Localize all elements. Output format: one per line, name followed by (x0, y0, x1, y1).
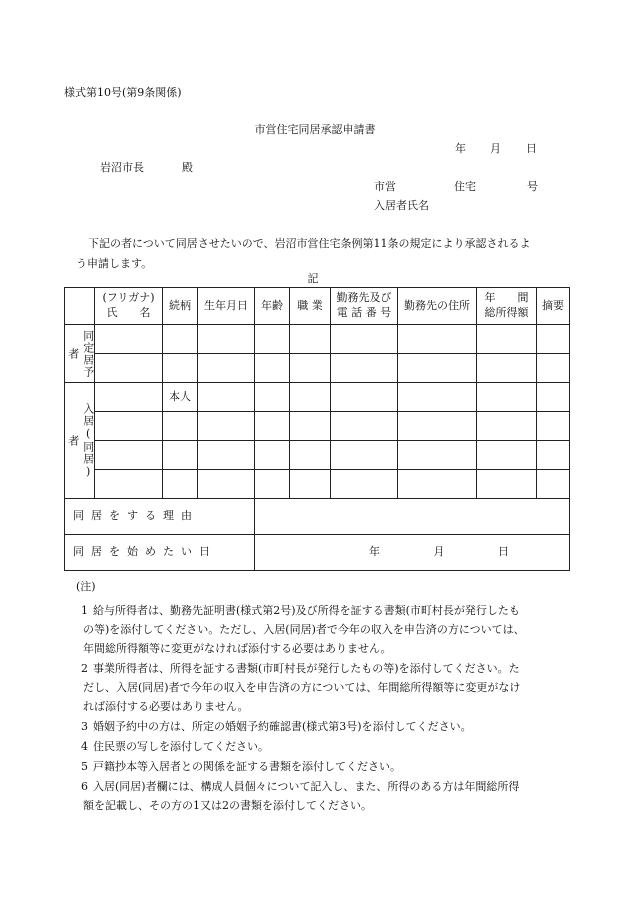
age-cell[interactable] (255, 383, 290, 412)
workplace-phone-header (331, 288, 398, 325)
notes-list (64, 601, 574, 815)
remarks-header: 摘要 (537, 288, 570, 325)
note-line: 戸籍抄本等入居者との関係を証する書類を添付してください。 (93, 760, 401, 773)
relation-cell[interactable] (163, 470, 198, 499)
note-line: 事業所得者は、所得を証する書類(市町村長が発行したもの等)を添付してください。た (93, 662, 520, 675)
table-row (65, 383, 570, 412)
date-year-label: 年 (455, 142, 466, 155)
note-item (64, 601, 574, 658)
income-header (477, 288, 537, 325)
birthdate-cell[interactable] (198, 470, 255, 499)
birthdate-cell[interactable] (198, 325, 255, 354)
age-header: 年齢 (255, 288, 290, 325)
header-name-cell (95, 288, 163, 325)
income-cell[interactable] (477, 412, 537, 441)
group1-label: 同定居予者 (66, 329, 95, 378)
age-cell[interactable] (255, 441, 290, 470)
intro-line-1: 下記の者について同居させたいので、岩沼市営住宅条例第11条の規定により承認されるよ (88, 237, 531, 250)
note-item (64, 757, 574, 776)
birthdate-header: 生年月日 (198, 288, 255, 325)
address-number-label: 号 (527, 180, 538, 193)
workplace-address-cell[interactable] (398, 412, 477, 441)
note-item (64, 777, 574, 815)
start-month-label: 月 (433, 545, 445, 559)
table-row (65, 354, 570, 383)
table-row (65, 412, 570, 441)
addressee: 岩沼市長 (100, 161, 144, 174)
reason-input-cell[interactable] (255, 499, 570, 535)
group1-label-cell (65, 325, 95, 383)
occupation-cell[interactable] (290, 441, 331, 470)
address-housing-label: 住宅 (454, 180, 476, 193)
note-item (64, 737, 574, 756)
note-number: 4 (81, 740, 88, 753)
furigana-label: (フリガナ) (102, 291, 155, 305)
workplace-address-cell[interactable] (398, 383, 477, 412)
date-day-label: 日 (526, 142, 537, 155)
header-row (65, 288, 570, 325)
start-date-row (65, 535, 570, 571)
workplace-address-header: 勤務先の住所 (398, 288, 477, 325)
workplace-cell[interactable] (331, 354, 398, 383)
phone-label: 電 話 番 号 (336, 306, 392, 319)
remarks-cell[interactable] (537, 441, 570, 470)
remarks-cell[interactable] (537, 354, 570, 383)
date-month-label: 月 (490, 142, 501, 155)
workplace-cell[interactable] (331, 470, 398, 499)
occupation-header: 職 業 (290, 288, 331, 325)
reason-row (65, 499, 570, 535)
notes-section (64, 578, 574, 816)
note-number: 3 (81, 720, 88, 733)
intro-line-2: う申請します。 (76, 257, 153, 270)
occupation-cell[interactable] (290, 354, 331, 383)
note-item (64, 717, 574, 736)
applicant-name-label: 入居者氏名 (374, 199, 429, 212)
birthdate-cell[interactable] (198, 383, 255, 412)
relation-cell[interactable] (163, 441, 198, 470)
table-row (65, 325, 570, 354)
ki-label: 記 (307, 272, 319, 285)
note-line: 住民票の写しを添付してください。 (93, 740, 269, 753)
remarks-cell[interactable] (537, 470, 570, 499)
note-line: 入居(同居)者欄には、構成人員個々について記入し、また、所得のある方は年間総所得 (93, 780, 520, 793)
relation-cell[interactable] (163, 325, 198, 354)
notes-heading: (注) (76, 580, 96, 593)
name-cell[interactable] (95, 325, 163, 354)
form-number: 様式第10号(第9条関係) (64, 86, 182, 99)
remarks-cell[interactable] (537, 325, 570, 354)
income-cell[interactable] (477, 470, 537, 499)
name-cell[interactable] (95, 383, 163, 412)
name-cell[interactable] (95, 412, 163, 441)
note-number: 2 (81, 662, 88, 675)
start-date-label: 同居を始めたい日 (65, 535, 255, 571)
age-cell[interactable] (255, 325, 290, 354)
workplace-cell[interactable] (331, 383, 398, 412)
total-income-label: 総所得額 (484, 306, 529, 319)
remarks-cell[interactable] (537, 383, 570, 412)
note-line: 年間総所得額等に変更がなければ添付する必要はありません。 (83, 642, 392, 655)
note-item (64, 659, 574, 716)
occupation-cell[interactable] (290, 383, 331, 412)
workplace-cell[interactable] (331, 325, 398, 354)
workplace-cell[interactable] (331, 412, 398, 441)
relation-cell[interactable] (163, 412, 198, 441)
note-number: 5 (81, 760, 88, 773)
workplace-address-cell[interactable] (398, 325, 477, 354)
workplace-address-cell[interactable] (398, 441, 477, 470)
workplace-address-cell[interactable] (398, 354, 477, 383)
annual-label: 年 間 (484, 291, 529, 305)
birthdate-cell[interactable] (198, 412, 255, 441)
name-cell[interactable] (95, 441, 163, 470)
name-label: 氏 名 (106, 306, 151, 319)
start-date-input-cell[interactable] (255, 535, 570, 571)
income-cell[interactable] (477, 354, 537, 383)
start-year-label: 年 (369, 545, 380, 559)
birthdate-cell[interactable] (198, 441, 255, 470)
note-line: 給与所得者は、勤務先証明書(様式第2号)及び所得を証する書類(市町村長が発行したも (93, 604, 520, 617)
start-day-label: 日 (498, 545, 509, 559)
note-line: だし、入居(同居)者で今年の収入を申告済の方については、年間総所得額等に変更がなけ (83, 681, 521, 694)
name-cell[interactable] (95, 470, 163, 499)
age-cell[interactable] (255, 412, 290, 441)
workplace-address-cell[interactable] (398, 470, 477, 499)
age-cell[interactable] (255, 354, 290, 383)
remarks-cell[interactable] (537, 412, 570, 441)
group2-label: 入居(同居)者 (66, 402, 95, 479)
occupation-cell[interactable] (290, 325, 331, 354)
table-row (65, 441, 570, 470)
relation-cell[interactable] (163, 354, 198, 383)
income-cell[interactable] (477, 383, 537, 412)
birthdate-cell[interactable] (198, 354, 255, 383)
honorific: 殿 (182, 161, 193, 174)
group2-label-cell (65, 383, 95, 499)
age-cell[interactable] (255, 470, 290, 499)
note-number: 1 (81, 604, 88, 617)
workplace-label: 勤務先及び (336, 291, 392, 305)
note-line: 婚姻予約中の方は、所定の婚姻予約確認書(様式第3号)を添付してください。 (93, 720, 472, 733)
note-number: 6 (81, 780, 88, 793)
reason-label: 同居をする理由 (65, 499, 255, 535)
occupation-cell[interactable] (290, 412, 331, 441)
name-cell[interactable] (95, 354, 163, 383)
document-title: 市営住宅同居承認申請書 (254, 123, 376, 136)
address-city-label: 市営 (374, 180, 396, 193)
note-line: の等)を添付してください。ただし、入居(同居)者で今年の収入を申告済の方については、 (83, 623, 525, 636)
income-cell[interactable] (477, 325, 537, 354)
note-line: れば添付する必要はありません。 (83, 700, 249, 713)
header-blank-cell (65, 288, 95, 325)
table-row (65, 470, 570, 499)
income-cell[interactable] (477, 441, 537, 470)
note-line: 額を記載し、その方の1又は2の書類を添付してください。 (83, 799, 372, 812)
application-table (64, 287, 570, 571)
occupation-cell[interactable] (290, 470, 331, 499)
relation-header: 続柄 (163, 288, 198, 325)
workplace-cell[interactable] (331, 441, 398, 470)
relation-cell-self: 本人 (163, 383, 198, 412)
